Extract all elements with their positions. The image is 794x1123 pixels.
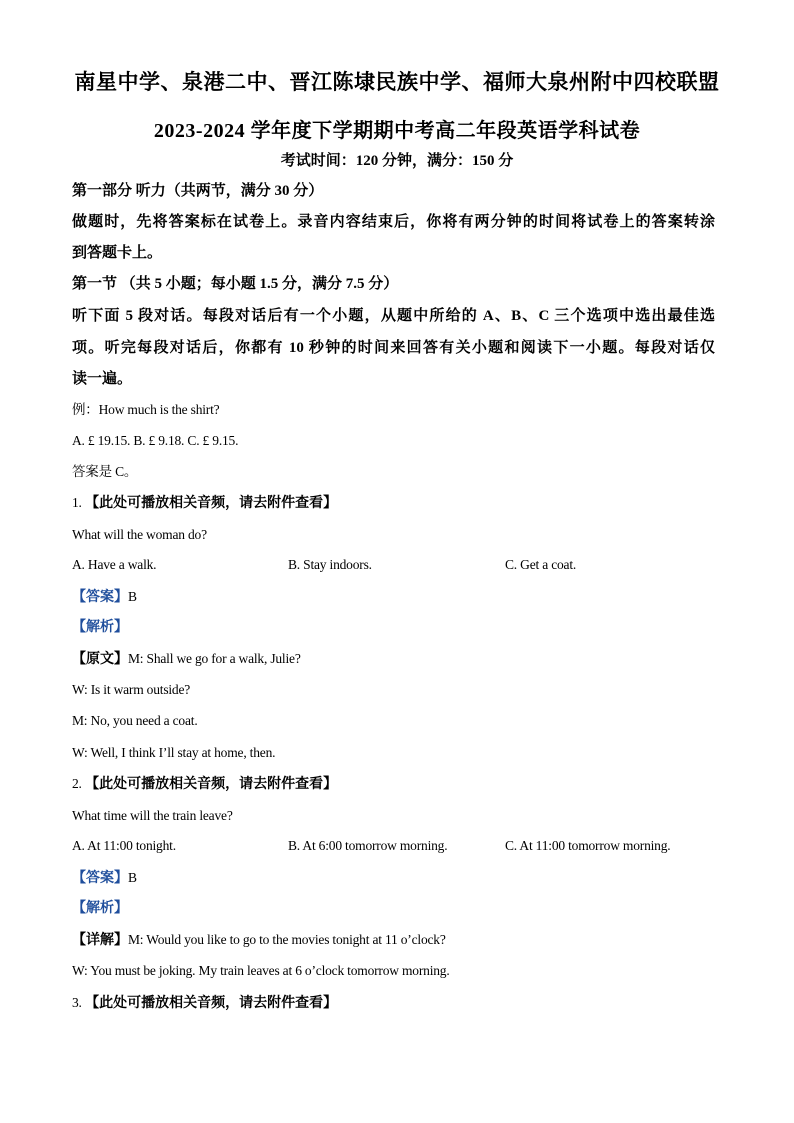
- answer-tag: 【答案】: [72, 871, 128, 886]
- question-2-transcript-line2: W: You must be joking. My train leaves at 6 o’clock tomorrow morning.: [72, 963, 450, 978]
- question-number: 2.: [72, 776, 82, 791]
- example-options: A. £ 19.15. B. £ 9.18. C. £ 9.15.: [72, 433, 239, 448]
- example-answer: 答案是 C。: [72, 464, 138, 479]
- question-2-analysis-tag: 【解析】: [72, 901, 128, 916]
- question-1-analysis-tag: 【解析】: [72, 620, 128, 635]
- question-1-header: [72, 494, 337, 513]
- question-2-option-b: B. At 6:00 tomorrow morning.: [288, 838, 448, 853]
- transcript-tag: 【原文】: [72, 652, 128, 667]
- question-1-option-a: A. Have a walk.: [72, 557, 157, 572]
- question-2-option-c: C. At 11:00 tomorrow morning.: [505, 838, 671, 853]
- transcript-tag: 【详解】: [72, 933, 128, 948]
- exam-info: 考试时间：120 分钟，满分：150 分: [280, 153, 514, 169]
- transcript-text: M: Shall we go for a walk, Julie?: [128, 651, 301, 666]
- question-1-transcript-line1: [72, 650, 301, 669]
- transcript-text: M: Would you like to go to the movies tonight at 11 o’clock?: [128, 932, 446, 947]
- part1-instruction-line2: 到答题卡上。: [72, 245, 163, 261]
- question-number: 1.: [72, 495, 82, 510]
- exam-subtitle: 2023-2024 学年度下学期期中考高二年段英语学科试卷: [153, 120, 641, 142]
- question-2-text: What time will the train leave?: [72, 808, 233, 823]
- question-number: 3.: [72, 995, 82, 1010]
- question-2-option-a: A. At 11:00 tonight.: [72, 838, 176, 853]
- question-3-header: [72, 994, 337, 1013]
- question-1-option-b: B. Stay indoors.: [288, 557, 372, 572]
- section1-heading: 第一节 （共 5 小题；每小题 1.5 分，满分 7.5 分）: [72, 276, 399, 292]
- question-1-transcript-line2: W: Is it warm outside?: [72, 682, 191, 697]
- exam-title: 南星中学、泉港二中、晋江陈埭民族中学、福师大泉州附中四校联盟: [74, 70, 720, 94]
- question-1-answer: [72, 588, 137, 607]
- part1-instruction-line1: 做题时，先将答案标在试卷上。录音内容结束后，你将有两分钟的时间将试卷上的答案转涂: [72, 214, 715, 230]
- answer-value: B: [128, 589, 137, 604]
- section1-instruction-line2: 项。听完每段对话后，你都有 10 秒钟的时间来回答有关小题和阅读下一小题。每段对话仅: [72, 340, 715, 356]
- question-2-transcript-line1: [72, 931, 446, 950]
- audio-note: 【此处可播放相关音频，请去附件查看】: [85, 996, 338, 1011]
- question-1-transcript-line4: W: Well, I think I’ll stay at home, then.: [72, 745, 276, 760]
- answer-tag: 【答案】: [72, 590, 128, 605]
- section1-instruction-line1: 听下面 5 段对话。每段对话后有一个小题，从题中所给的 A、B、C 三个选项中选出最佳选: [72, 308, 715, 324]
- section1-instruction-line3: 读一遍。: [72, 371, 133, 387]
- question-2-answer: [72, 869, 137, 888]
- example-question: 例：How much is the shirt?: [72, 402, 220, 417]
- question-1-text: What will the woman do?: [72, 527, 207, 542]
- question-2-header: [72, 775, 337, 794]
- part1-heading: 第一部分 听力（共两节，满分 30 分）: [72, 183, 324, 199]
- question-1-option-c: C. Get a coat.: [505, 557, 577, 572]
- answer-value: B: [128, 870, 137, 885]
- audio-note: 【此处可播放相关音频，请去附件查看】: [85, 777, 338, 792]
- question-1-transcript-line3: M: No, you need a coat.: [72, 713, 198, 728]
- audio-note: 【此处可播放相关音频，请去附件查看】: [85, 496, 338, 511]
